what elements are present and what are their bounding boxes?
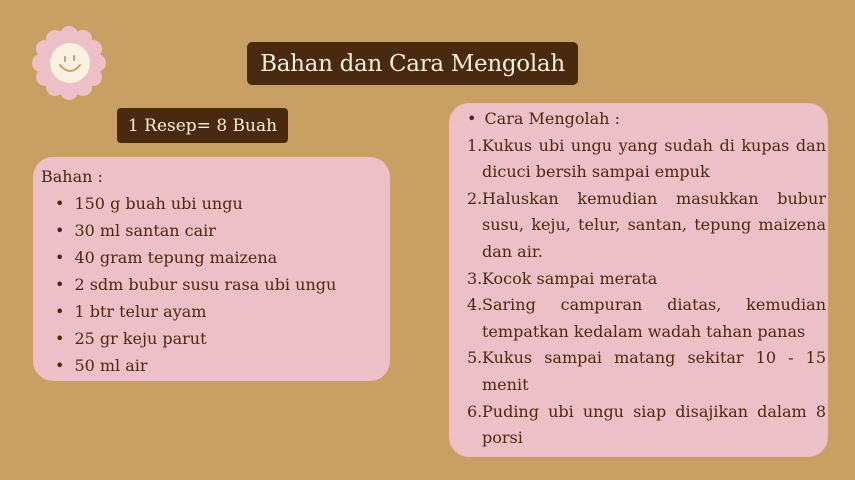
ingredient-item: • 50 ml air bbox=[55, 352, 382, 379]
method-step bbox=[467, 266, 826, 293]
page-title: Bahan dan Cara Mengolah bbox=[247, 42, 578, 85]
method-step bbox=[467, 133, 826, 186]
smiley-flower-icon bbox=[30, 24, 108, 102]
ingredient-item: • 30 ml santan cair bbox=[55, 217, 382, 244]
step-text: Saring campuran diatas, kemudian tempatkan kedalam wadah tahan panas bbox=[482, 295, 826, 341]
ingredients-card bbox=[33, 157, 390, 381]
step-text: Haluskan kemudian masukkan bubur susu, keju, telur, santan, tepung maizena dan air. bbox=[482, 188, 826, 261]
method-step bbox=[467, 186, 826, 266]
step-number: 2. bbox=[467, 188, 483, 208]
method-step bbox=[467, 345, 826, 398]
ingredient-item: • 2 sdm bubur susu rasa ubi ungu bbox=[55, 271, 382, 298]
ingredients-heading: Bahan : bbox=[41, 167, 103, 186]
step-number: 1. bbox=[467, 135, 483, 155]
step-number: 5. bbox=[467, 348, 483, 368]
method-card bbox=[449, 103, 828, 457]
ingredient-item: • 1 btr telur ayam bbox=[55, 298, 382, 325]
ingredient-item: • 40 gram tepung maizena bbox=[55, 244, 382, 271]
step-number: 6. bbox=[467, 401, 483, 421]
step-number: 3. bbox=[467, 268, 483, 288]
step-text: Kukus ubi ungu yang sudah di kupas dan dicuci bersih sampai empuk bbox=[482, 135, 826, 182]
ingredient-item: • 25 gr keju parut bbox=[55, 325, 382, 352]
step-text: Kukus sampai matang sekitar 10 - 15 menit bbox=[482, 348, 826, 394]
step-text: Puding ubi ungu siap disajikan dalam 8 porsi bbox=[482, 401, 826, 448]
step-number: 4. bbox=[467, 295, 483, 315]
yield-label: 1 Resep= 8 Buah bbox=[117, 108, 288, 143]
ingredient-item: • 150 g buah ubi ungu bbox=[55, 190, 382, 217]
method-step bbox=[467, 292, 826, 345]
step-text: Kocok sampai merata bbox=[482, 268, 658, 288]
method-heading: • Cara Mengolah : bbox=[467, 106, 826, 133]
method-step bbox=[467, 399, 826, 452]
